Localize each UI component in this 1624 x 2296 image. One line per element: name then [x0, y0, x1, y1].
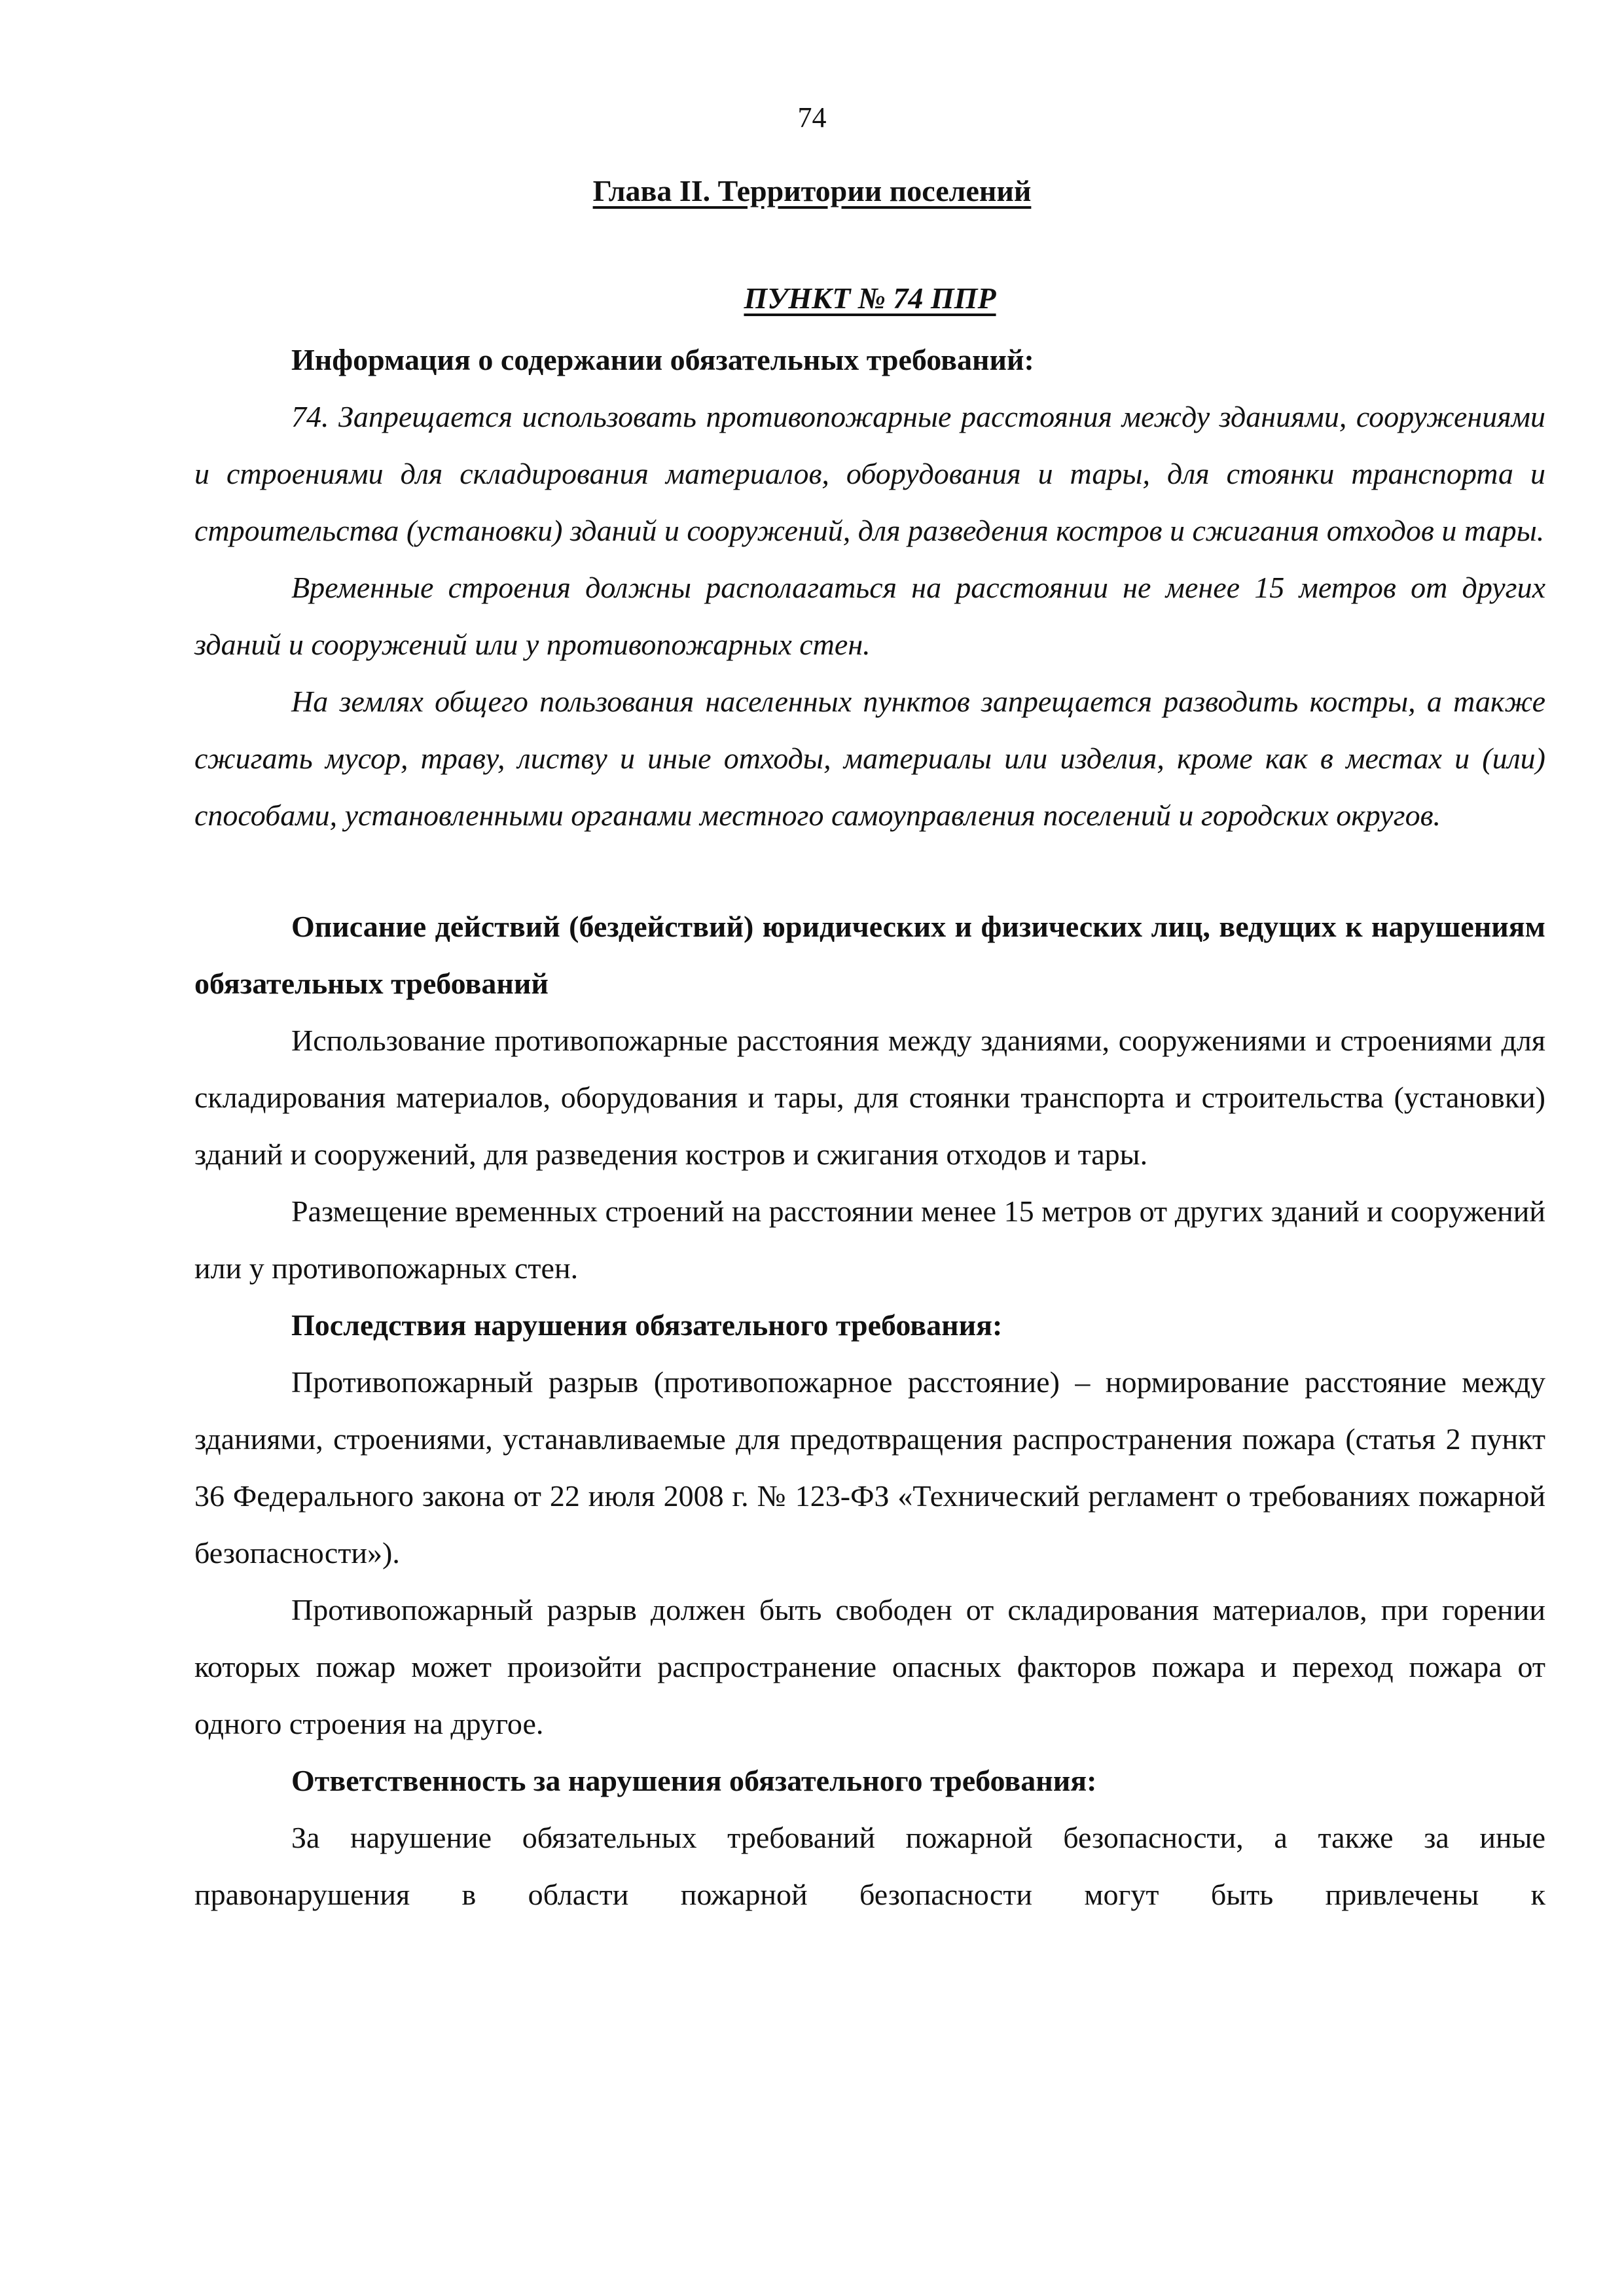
document-body: [194, 279, 1545, 1923]
actions-heading: Описание действий (бездействий) юридических и физических лиц, ведущих к нарушениям обязательных требований: [194, 910, 1545, 1000]
info-paragraph-1: 74. Запрещается использовать противопожарные расстояния между зданиями, сооружениями и строениями для складирования материалов, оборудования и тары, для стоянки транспорта и строительства (установки) зданий и сооружений, для разведения костров и сжигания отходов и тары.: [194, 400, 1545, 547]
actions-paragraph-2: Размещение временных строений на расстоянии менее 15 метров от других зданий и сооружений или у противопожарных стен.: [194, 1194, 1545, 1285]
actions-paragraph-1: Использование противопожарные расстояния между зданиями, сооружениями и строениями для складирования материалов, оборудования и тары, для стоянки транспорта и строительства (установки) зданий и сооружений, для разведения костров и сжигания отходов и тары.: [194, 1024, 1545, 1171]
chapter-title: Глава II. Территории поселений: [592, 174, 1032, 207]
consequences-paragraph-1: Противопожарный разрыв (противопожарное расстояние) – нормирование расстояние между зданиями, строениями, устанавливаемые для предотвращения распространения пожара (статья 2 пункт 36 Федерального закона от 22 июля 2008 г. № 123-ФЗ «Технический регламент о требованиях пожарной безопасности»).: [194, 1365, 1545, 1570]
responsibility-heading: Ответственность за нарушения обязательного требования:: [291, 1764, 1097, 1797]
point-title: ПУНКТ № 74 ППР: [744, 281, 996, 315]
info-paragraph-2: Временные строения должны располагаться на расстоянии не менее 15 метров от других зданий и сооружений или у противопожарных стен.: [194, 571, 1545, 661]
info-heading: Информация о содержании обязательных требований:: [291, 343, 1034, 376]
section-spacer: [194, 844, 1545, 898]
info-paragraph-3: На землях общего пользования населенных пунктов запрещается разводить костры, а также сжигать мусор, траву, листву и иные отходы, материалы или изделия, кроме как в местах и (или) способами, установленными органами местного самоуправления поселений и городских округов.: [194, 685, 1545, 832]
consequences-paragraph-2: Противопожарный разрыв должен быть свободен от складирования материалов, при горении которых пожар может произойти распространение опасных факторов пожара и переход пожара от одного строения на другое.: [194, 1593, 1545, 1740]
responsibility-paragraph-1: За нарушение обязательных требований пожарной безопасности, а также за иные правонарушения в области пожарной безопасности могут быть привлечены к: [194, 1821, 1545, 1911]
consequences-heading: Последствия нарушения обязательного требования:: [291, 1308, 1003, 1342]
page-number: 74: [797, 101, 827, 134]
